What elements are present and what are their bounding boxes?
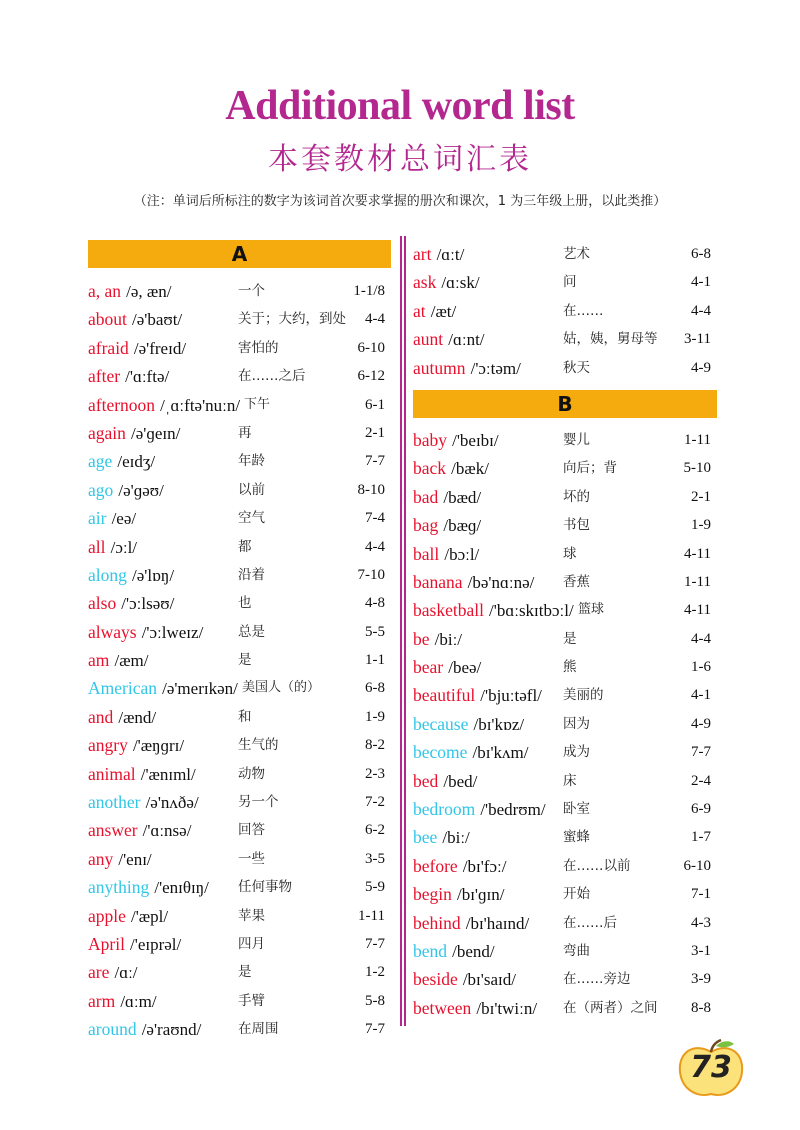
- word-entry: [88, 419, 391, 447]
- word-entry: [88, 873, 391, 901]
- word-headword: American: [88, 678, 157, 699]
- word-phonetic: /bə'nɑːnə/: [467, 572, 535, 592]
- word-entry: [413, 852, 717, 880]
- word-meaning: 再: [238, 424, 252, 441]
- word-unit: 1-9: [365, 708, 385, 725]
- word-entry: [413, 240, 717, 268]
- word-unit: 5-9: [365, 879, 385, 896]
- word-phonetic: /bɪ'saɪd/: [462, 970, 516, 990]
- word-headword: always: [88, 621, 137, 642]
- word-meaning: 动物: [238, 765, 265, 782]
- word-headword: baby: [413, 429, 448, 450]
- word-entry: [413, 596, 717, 624]
- word-meaning: 任何事物: [238, 879, 292, 896]
- word-meaning: 成为: [563, 744, 590, 761]
- word-phonetic: /ə, æn/: [126, 282, 172, 301]
- word-headword: angry: [88, 735, 128, 756]
- word-headword: animal: [88, 763, 136, 784]
- word-headword: begin: [413, 884, 452, 905]
- word-unit: 4-1: [691, 687, 711, 704]
- word-phonetic: /bɪ'haɪnd/: [465, 913, 530, 933]
- word-headword: along: [88, 564, 127, 585]
- word-meaning: 球: [563, 545, 577, 562]
- word-unit: 5-5: [365, 623, 385, 640]
- word-phonetic: /'ɔːlsəʊ/: [121, 594, 175, 614]
- word-unit: 1-11: [684, 573, 711, 590]
- word-entry: [413, 795, 717, 823]
- word-unit: 6-1: [365, 396, 385, 413]
- word-meaning: 年龄: [238, 453, 265, 470]
- word-meaning: 姑，姨，舅母等: [563, 331, 658, 348]
- left-column: [88, 240, 391, 1044]
- word-meaning: 向后；背: [563, 460, 617, 477]
- word-meaning: 沿着: [238, 566, 265, 583]
- word-headword: be: [413, 628, 430, 649]
- word-unit: 1-11: [684, 431, 711, 448]
- word-headword: ask: [413, 272, 437, 293]
- word-unit: 4-1: [691, 274, 711, 291]
- section-header-b: B: [413, 390, 717, 418]
- word-meaning: 篮球: [578, 602, 605, 618]
- word-unit: 7-4: [365, 510, 385, 527]
- word-unit: 1-7: [691, 829, 711, 846]
- word-headword: about: [88, 309, 127, 330]
- word-headword: back: [413, 458, 447, 479]
- word-phonetic: /ˌɑːftə'nuːn/: [160, 395, 241, 415]
- word-entry: [413, 710, 717, 738]
- word-meaning: 床: [563, 772, 577, 789]
- word-phonetic: /'enɪθɪŋ/: [154, 878, 209, 898]
- word-entry: [88, 533, 391, 561]
- word-entry: [88, 788, 391, 816]
- word-meaning: 艺术: [563, 246, 590, 262]
- word-meaning: 一个: [238, 283, 265, 299]
- word-unit: 1-11: [358, 907, 385, 924]
- word-phonetic: /'bedrʊm/: [480, 800, 546, 820]
- word-headword: basketball: [413, 600, 484, 621]
- word-meaning: 坏的: [563, 488, 590, 505]
- word-unit: 2-1: [691, 488, 711, 505]
- word-phonetic: /ɑːt/: [436, 245, 465, 264]
- word-headword: again: [88, 422, 126, 443]
- word-headword: aunt: [413, 329, 444, 350]
- word-unit: 7-10: [357, 566, 385, 583]
- word-meaning: 熊: [563, 659, 577, 676]
- word-unit: 6-9: [691, 801, 711, 818]
- word-phonetic: /ænd/: [118, 707, 157, 727]
- word-entry: [413, 625, 717, 653]
- word-headword: air: [88, 508, 107, 529]
- word-unit: 2-3: [365, 765, 385, 782]
- word-meaning: 都: [238, 538, 252, 555]
- word-phonetic: /bɪ'twiːn/: [476, 998, 538, 1018]
- word-meaning: 在（两者）之间: [563, 999, 658, 1016]
- word-list-a: [88, 277, 391, 1044]
- word-phonetic: /bæd/: [443, 487, 482, 507]
- word-phonetic: /'æŋɡrɪ/: [132, 736, 185, 756]
- page-number-badge: [676, 1038, 746, 1100]
- word-entry: [88, 987, 391, 1015]
- word-phonetic: /ɑːnt/: [448, 330, 485, 350]
- word-headword: become: [413, 742, 468, 763]
- word-entry: [413, 540, 717, 568]
- word-meaning: 香蕉: [563, 573, 590, 590]
- word-headword: answer: [88, 820, 138, 841]
- word-meaning: 总是: [238, 623, 265, 640]
- word-phonetic: /ə'ɡəʊ/: [118, 480, 164, 500]
- word-headword: ball: [413, 543, 440, 564]
- word-headword: bed: [413, 770, 439, 791]
- word-phonetic: /bɪ'ɡɪn/: [456, 885, 505, 905]
- word-headword: art: [413, 244, 432, 264]
- word-phonetic: /ɑːsk/: [441, 273, 480, 293]
- word-phonetic: /bend/: [452, 941, 495, 961]
- word-entry: [413, 653, 717, 681]
- word-headword: bee: [413, 827, 438, 848]
- word-headword: ago: [88, 479, 114, 500]
- word-headword: afraid: [88, 337, 129, 358]
- word-phonetic: /biː/: [434, 629, 463, 649]
- word-headword: arm: [88, 990, 116, 1011]
- word-meaning: 也: [238, 595, 252, 612]
- word-meaning: 害怕的: [238, 339, 279, 356]
- word-unit: 3-11: [684, 331, 711, 348]
- word-unit: 8-2: [365, 737, 385, 754]
- word-unit: 7-7: [365, 1021, 385, 1038]
- word-headword: and: [88, 706, 114, 727]
- word-entry: [88, 305, 391, 333]
- word-unit: 5-8: [365, 992, 385, 1009]
- word-entry: [88, 391, 391, 419]
- word-meaning: 以前: [238, 481, 265, 498]
- word-unit: 6-8: [365, 680, 385, 697]
- page-title: Additional word list: [225, 83, 575, 129]
- word-phonetic: /ɔːl/: [110, 537, 138, 557]
- word-phonetic: /'ɑːnsə/: [142, 821, 192, 841]
- word-phonetic: /bed/: [443, 771, 478, 791]
- word-unit: 4-11: [684, 602, 711, 619]
- word-entry: [88, 334, 391, 362]
- word-entry: [413, 426, 717, 454]
- word-unit: 3-5: [365, 850, 385, 867]
- word-phonetic: /'æpl/: [131, 906, 169, 926]
- word-unit: 2-1: [365, 424, 385, 441]
- word-unit: 7-7: [365, 935, 385, 952]
- word-phonetic: /bɪ'fɔː/: [462, 856, 507, 876]
- word-entry: [413, 681, 717, 709]
- word-unit: 1-2: [365, 964, 385, 981]
- page-subtitle: 本套教材总词汇表: [268, 142, 532, 177]
- word-entry: [413, 568, 717, 596]
- word-headword: bad: [413, 486, 439, 507]
- word-meaning: 和: [238, 708, 252, 725]
- word-unit: 4-4: [691, 630, 711, 647]
- word-entry: [88, 362, 391, 390]
- word-unit: 7-7: [691, 744, 711, 761]
- word-phonetic: /ə'merɪkən/: [162, 679, 238, 699]
- section-header-a: A: [88, 240, 391, 268]
- word-entry: [413, 511, 717, 539]
- word-meaning: 因为: [563, 715, 590, 732]
- word-entry: [413, 738, 717, 766]
- word-list-a-continued: [413, 240, 717, 382]
- word-unit: 6-10: [683, 857, 711, 874]
- word-entry: [88, 618, 391, 646]
- word-entry: [88, 731, 391, 759]
- word-meaning: 关于；大约，到处: [238, 311, 346, 328]
- word-unit: 8-8: [691, 999, 711, 1016]
- page-number: 73: [690, 1050, 732, 1085]
- word-meaning: 生气的: [238, 737, 279, 754]
- word-headword: age: [88, 451, 113, 472]
- word-phonetic: /ə'nʌðə/: [145, 793, 199, 813]
- word-meaning: 在……后: [563, 914, 617, 931]
- word-phonetic: /ə'baʊt/: [131, 310, 183, 330]
- word-entry: [413, 767, 717, 795]
- word-entry: [88, 930, 391, 958]
- word-unit: 1-1: [365, 652, 385, 669]
- word-phonetic: /eə/: [111, 509, 137, 529]
- word-unit: 4-4: [365, 538, 385, 555]
- word-unit: 3-1: [691, 942, 711, 959]
- word-entry: [88, 845, 391, 873]
- word-headword: any: [88, 848, 114, 869]
- word-phonetic: /'ɑːftə/: [125, 367, 170, 387]
- word-entry: [88, 447, 391, 475]
- word-entry: [413, 994, 717, 1022]
- word-headword: afternoon: [88, 394, 156, 415]
- word-meaning: 问: [563, 274, 577, 291]
- word-list-b: [413, 426, 717, 1022]
- word-unit: 4-4: [691, 302, 711, 319]
- word-phonetic: /eɪdʒ/: [117, 452, 156, 472]
- word-headword: anything: [88, 877, 150, 898]
- word-unit: 5-10: [683, 460, 711, 477]
- word-meaning: 在……之后: [238, 368, 306, 385]
- word-entry: [88, 476, 391, 504]
- word-unit: 4-4: [365, 311, 385, 328]
- word-entry: [413, 937, 717, 965]
- word-entry: [88, 674, 391, 702]
- word-unit: 3-9: [691, 971, 711, 988]
- word-headword: am: [88, 650, 110, 671]
- word-headword: another: [88, 792, 141, 813]
- word-meaning: 手臂: [238, 992, 265, 1009]
- word-headword: bend: [413, 940, 448, 961]
- word-entry: [413, 325, 717, 353]
- word-unit: 1-9: [691, 517, 711, 534]
- word-headword: all: [88, 536, 106, 557]
- column-divider: [404, 236, 406, 1026]
- word-headword: bag: [413, 515, 439, 536]
- word-entry: [88, 816, 391, 844]
- word-headword: banana: [413, 571, 463, 592]
- word-phonetic: /'ɔːtəm/: [470, 358, 521, 378]
- word-phonetic: /'ɔːlweɪz/: [141, 622, 204, 642]
- word-meaning: 书包: [563, 517, 590, 534]
- word-headword: April: [88, 933, 125, 954]
- word-headword: after: [88, 366, 121, 387]
- word-entry: [413, 909, 717, 937]
- word-meaning: 美丽的: [563, 687, 604, 704]
- word-entry: [413, 823, 717, 851]
- word-headword: a, an: [88, 281, 122, 301]
- word-headword: at: [413, 300, 426, 321]
- word-unit: 7-7: [365, 453, 385, 470]
- word-meaning: 秋天: [563, 359, 590, 376]
- word-headword: apple: [88, 905, 126, 926]
- word-headword: bedroom: [413, 799, 476, 820]
- word-unit: 1-6: [691, 659, 711, 676]
- word-phonetic: /bɔːl/: [444, 544, 480, 564]
- word-entry: [88, 277, 391, 305]
- word-headword: behind: [413, 912, 461, 933]
- word-headword: bear: [413, 657, 444, 678]
- word-entry: [413, 880, 717, 908]
- word-meaning: 弯曲: [563, 942, 590, 959]
- word-meaning: 在……以前: [563, 857, 631, 874]
- word-entry: [413, 354, 717, 382]
- word-headword: also: [88, 593, 117, 614]
- word-phonetic: /bæɡ/: [443, 516, 482, 536]
- word-meaning: 蜜蜂: [563, 829, 590, 846]
- word-meaning: 四月: [238, 935, 265, 952]
- word-phonetic: /æm/: [114, 651, 149, 671]
- word-meaning: 下午: [244, 396, 271, 412]
- word-meaning: 在……旁边: [563, 971, 631, 988]
- word-unit: 4-9: [691, 359, 711, 376]
- word-meaning: 美国人（的）: [242, 680, 321, 696]
- word-unit: 4-8: [365, 595, 385, 612]
- word-unit: 4-3: [691, 914, 711, 931]
- word-phonetic: /ə'lɒŋ/: [131, 565, 175, 585]
- word-meaning: 是: [563, 630, 577, 647]
- word-meaning: 一些: [238, 850, 265, 867]
- word-phonetic: /biː/: [442, 828, 470, 848]
- word-meaning: 空气: [238, 510, 265, 527]
- word-entry: [88, 561, 391, 589]
- word-entry: [413, 268, 717, 296]
- word-entry: [88, 902, 391, 930]
- word-entry: [88, 589, 391, 617]
- word-meaning: 在……: [563, 302, 604, 319]
- word-phonetic: /beə/: [448, 658, 482, 678]
- word-headword: autumn: [413, 357, 466, 378]
- word-phonetic: /'enɪ/: [118, 849, 152, 869]
- word-entry: [413, 454, 717, 482]
- word-unit: 6-12: [357, 368, 385, 385]
- word-phonetic: /æt/: [430, 301, 457, 321]
- word-meaning: 在周围: [238, 1021, 279, 1038]
- word-phonetic: /bɪ'kɒz/: [473, 714, 525, 734]
- word-meaning: 卧室: [563, 801, 590, 818]
- word-unit: 7-2: [365, 794, 385, 811]
- word-unit: 4-9: [691, 715, 711, 732]
- word-phonetic: /ə'ɡeɪn/: [131, 423, 181, 443]
- word-phonetic: /ə'freɪd/: [133, 338, 187, 358]
- word-meaning: 婴儿: [563, 431, 590, 448]
- word-unit: 1-1/8: [353, 283, 385, 299]
- word-phonetic: /ə'raʊnd/: [141, 1020, 202, 1040]
- right-column: [413, 240, 717, 1022]
- word-phonetic: /ɑːm/: [120, 991, 157, 1011]
- word-phonetic: /'bjuːtəfl/: [480, 686, 542, 706]
- word-entry: [413, 965, 717, 993]
- word-headword: are: [88, 962, 110, 983]
- word-entry: [413, 297, 717, 325]
- word-meaning: 苹果: [238, 907, 265, 924]
- word-entry: [88, 504, 391, 532]
- word-phonetic: /bæk/: [451, 459, 489, 479]
- word-headword: before: [413, 855, 458, 876]
- word-headword: beside: [413, 969, 458, 990]
- word-unit: 6-2: [365, 822, 385, 839]
- word-phonetic: /'beɪbɪ/: [452, 430, 499, 450]
- word-entry: [88, 1015, 391, 1043]
- word-unit: 7-1: [691, 886, 711, 903]
- word-unit: 2-4: [691, 772, 711, 789]
- word-entry: [88, 646, 391, 674]
- word-entry: [413, 483, 717, 511]
- column-divider: [400, 236, 402, 1026]
- word-meaning: 是: [238, 964, 252, 981]
- word-meaning: 是: [238, 652, 252, 669]
- word-phonetic: /ɑː/: [114, 963, 138, 983]
- word-entry: [88, 703, 391, 731]
- word-meaning: 另一个: [238, 794, 279, 811]
- word-entry: [88, 958, 391, 986]
- word-phonetic: /bɪ'kʌm/: [472, 743, 529, 763]
- word-meaning: 回答: [238, 822, 265, 839]
- word-meaning: 开始: [563, 886, 590, 903]
- word-phonetic: /'bɑːskɪtbɔːl/: [489, 601, 574, 621]
- word-entry: [88, 760, 391, 788]
- word-headword: between: [413, 997, 472, 1018]
- word-unit: 6-8: [691, 246, 711, 262]
- word-headword: around: [88, 1019, 137, 1040]
- word-unit: 4-11: [684, 545, 711, 562]
- word-headword: beautiful: [413, 685, 476, 706]
- page-note: （注：单词后所标注的数字为该词首次要求掌握的册次和课次，1 为三年级上册，以此类推）: [133, 194, 667, 209]
- word-phonetic: /'eɪprəl/: [130, 934, 182, 954]
- word-phonetic: /'ænɪml/: [140, 764, 196, 784]
- word-unit: 8-10: [357, 481, 385, 498]
- word-unit: 6-10: [357, 339, 385, 356]
- word-headword: because: [413, 713, 469, 734]
